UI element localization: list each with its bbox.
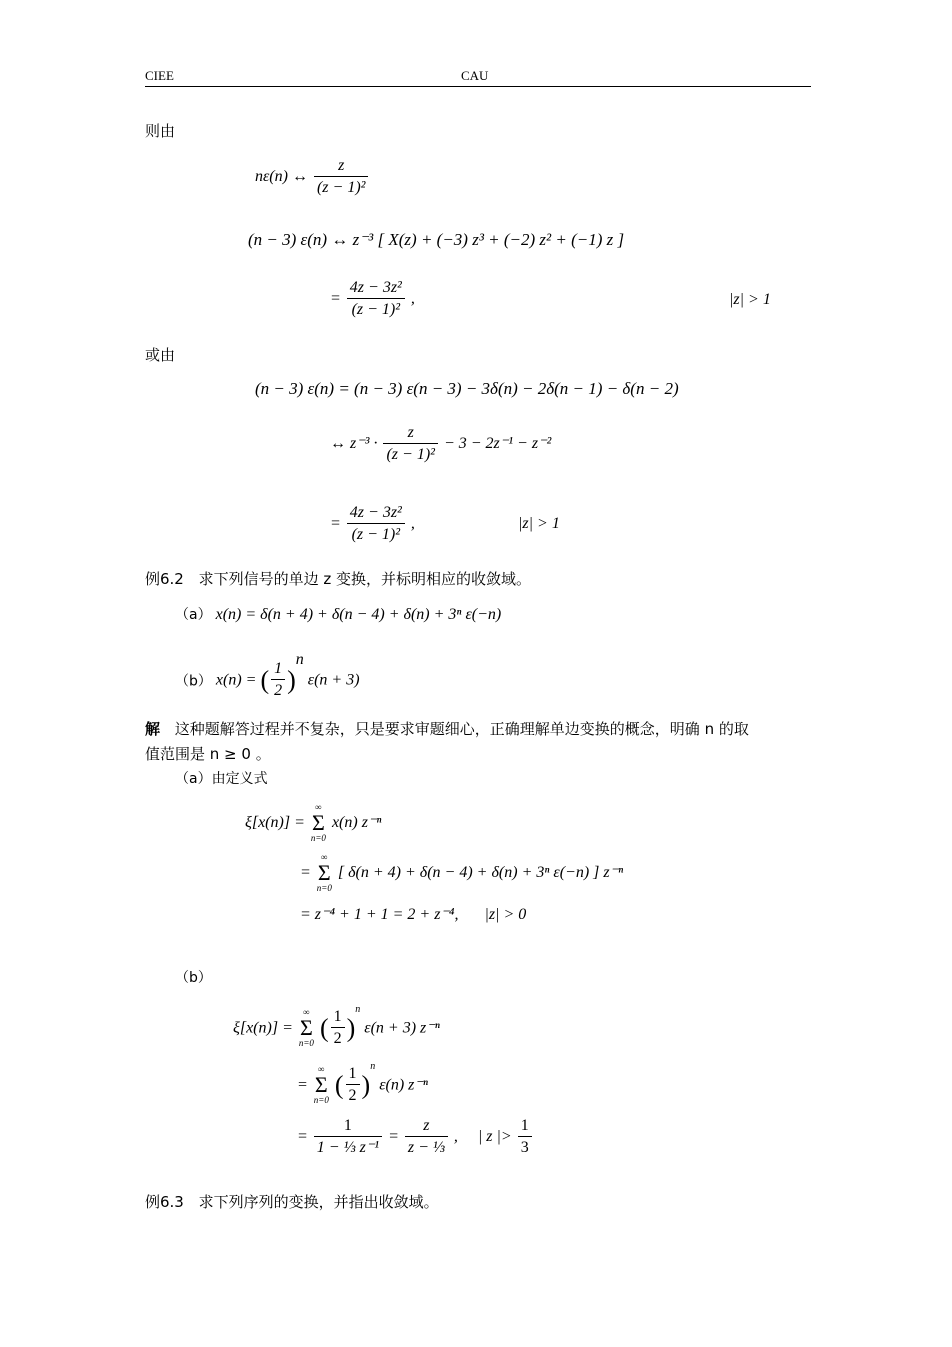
sol-a-line-1: ξ[x(n)] = ∞ Σ n=0 x(n) z⁻ⁿ xyxy=(245,802,382,843)
sol-a-label: （a）由定义式 xyxy=(175,771,268,787)
sol-a-roc: |z| > 0 xyxy=(484,906,527,923)
sol-b-line-3: = $\frac{1}{\text{1 − ⅓ z⁻¹}}$ = $\frac{z}{\text{z − ⅓}}$ , | z |> $\frac{1}{3}$ xyxy=(297,1118,534,1156)
sum-symbol: ∞ Σ n=0 xyxy=(316,852,332,893)
eq5-num: z xyxy=(383,425,437,444)
equation-3: = $\frac{\text{4z − 3z²}}{\text{(z − 1)²}}$ , xyxy=(330,279,415,318)
eq1-den: (z − 1)² xyxy=(316,179,366,196)
example-6-3-text: 求下列序列的变换，并指出收敛域。 xyxy=(198,1193,439,1211)
sum-symbol: ∞ Σ n=0 xyxy=(310,802,326,843)
header-center: CAU xyxy=(461,68,489,83)
header-rule xyxy=(145,86,811,87)
sol-b-roc: | z |> xyxy=(477,1128,512,1145)
example-6-2-text: 求下列信号的单边 z 变换，并标明相应的收敛域。 xyxy=(198,570,532,588)
header-left: CIEE xyxy=(145,68,174,83)
part-b-tail: ε(n + 3) xyxy=(307,671,360,689)
example-6-3 xyxy=(145,1191,439,1212)
equation-2: (n − 3) ε(n) ↔ z⁻³ [ X(z) + (−3) z³ + (−2) z² + (−1) z ] xyxy=(248,230,625,249)
eq6-den: (z − 1)² xyxy=(351,526,401,543)
equation-4: (n − 3) ε(n) = (n − 3) ε(n − 3) − 3δ(n) − 2δ(n − 1) − δ(n − 2) xyxy=(255,379,679,398)
eq3-fraction xyxy=(347,280,405,318)
eq5-post: − 3 − 2z⁻¹ − z⁻² xyxy=(443,435,552,452)
part-b-lhs: x(n) = xyxy=(215,671,257,689)
sol-b-line-1: ξ[x(n)] = ∞ Σ n=0 ( $\frac{1}{2}$ )$^n$ ε(n + 3) z⁻ⁿ xyxy=(233,1004,440,1049)
sum-symbol: ∞ Σ n=0 xyxy=(298,1007,314,1049)
example-6-2 xyxy=(145,568,531,589)
intro-zeyou: 则由 xyxy=(145,122,176,140)
intro-huoyou: 或由 xyxy=(145,346,176,364)
sum-symbol: ∞ Σ n=0 xyxy=(313,1064,329,1106)
eq5-fraction xyxy=(383,425,437,463)
part-a-label: （a） xyxy=(175,607,212,623)
equation-5 xyxy=(330,425,551,463)
part-a xyxy=(175,604,501,624)
eq1-lhs: nε(n) ↔ xyxy=(255,168,308,185)
eq6-roc: |z| > 1 xyxy=(518,515,560,532)
eq6-num: 4z − 3z² xyxy=(347,505,405,524)
example-6-3-label: 例6.3 xyxy=(145,1193,184,1211)
part-b-label: （b） xyxy=(175,673,212,690)
part-b-half: $\frac{1}{2}$ xyxy=(271,661,285,699)
solution-line-1: 解 这种题解答过程并不复杂，只是要求审题细心，正确理解单边变换的概念，明确 n 的取 xyxy=(145,720,749,738)
sol-a-line-2: = ∞ Σ n=0 [ δ(n + 4) + δ(n − 4) + δ(n) + 3ⁿ ε(−n) ] z⁻ⁿ xyxy=(300,852,624,893)
eq3-roc: |z| > 1 xyxy=(729,291,771,308)
eq1-num: z xyxy=(314,158,368,177)
sol-b-label: （b） xyxy=(175,970,212,986)
eq1-fraction xyxy=(314,158,368,196)
eq6-fraction xyxy=(347,505,405,543)
equation-6: = $\frac{\text{4z − 3z²}}{\text{(z − 1)²}}$ , xyxy=(330,504,415,543)
eq5-den: (z − 1)² xyxy=(386,446,435,463)
eq5-pre: ↔ z⁻³ · xyxy=(330,435,378,452)
sol-a-line-3: = z⁻⁴ + 1 + 1 = 2 + z⁻⁴, |z| > 0 xyxy=(300,906,527,923)
eq3-num: 4z − 3z² xyxy=(347,280,405,299)
part-a-expr: x(n) = δ(n + 4) + δ(n − 4) + δ(n) + 3ⁿ ε(−n) xyxy=(215,606,502,623)
solution-label: 解 xyxy=(145,720,161,738)
solution-line-2: 值范围是 n ≥ 0 。 xyxy=(145,745,271,763)
example-6-2-label: 例6.2 xyxy=(145,570,184,588)
equation-1 xyxy=(255,158,370,196)
sol-b-line-2: = ∞ Σ n=0 ( $\frac{1}{2}$ )$^n$ ε(n) z⁻ⁿ xyxy=(297,1061,428,1106)
eq3-den: (z − 1)² xyxy=(351,301,401,318)
part-b: （b） x(n) = ( $\frac{1}{2}$ )$^n$ ε(n + 3) xyxy=(175,651,360,700)
